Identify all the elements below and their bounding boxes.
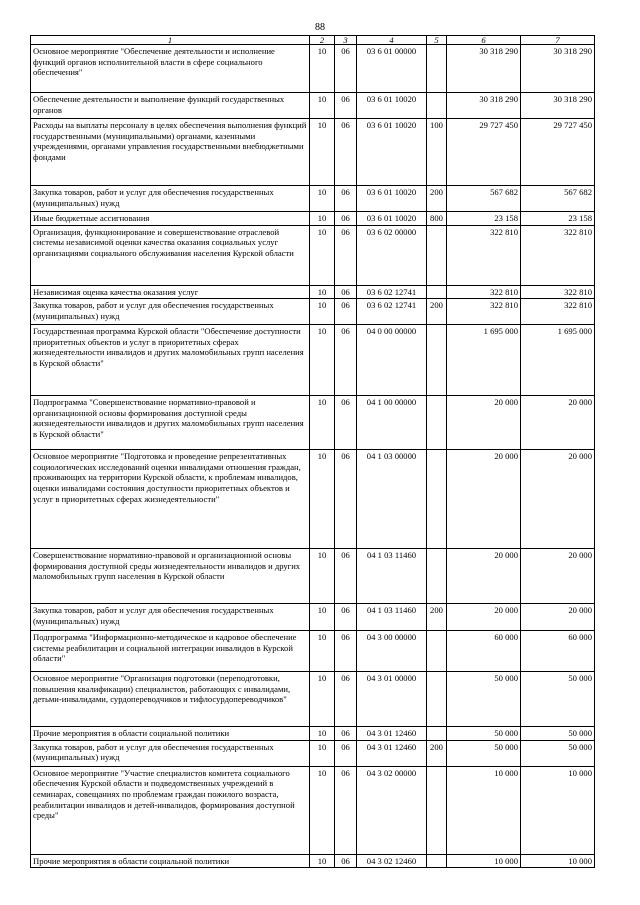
table-row (31, 854, 595, 868)
expense-type-code: 200 (427, 740, 447, 766)
section-code: 10 (310, 299, 335, 325)
amount-year-1: 30 318 290 (447, 93, 521, 119)
section-code: 10 (310, 740, 335, 766)
amount-year-2: 322 810 (521, 225, 595, 285)
target-article-code: 04 3 02 00000 (357, 766, 427, 854)
table-row (31, 45, 595, 93)
amount-year-2: 60 000 (521, 631, 595, 672)
amount-year-2: 10 000 (521, 766, 595, 854)
row-name: Основное мероприятие "Подготовка и проведение репрезентативных социологических исследований оценки инвалидами отношения граждан, проживающих на территории Курской области, к проблемам инвалидов, оценки инвалидами состояния доступности приоритетных объектов и услуг в приоритетных сферах жизнедеятельности" (31, 450, 310, 549)
table-row (31, 672, 595, 727)
target-article-code: 04 3 00 00000 (357, 631, 427, 672)
expense-type-code (427, 631, 447, 672)
target-article-code: 04 3 01 12460 (357, 727, 427, 741)
amount-year-2: 30 318 290 (521, 45, 595, 93)
section-code: 10 (310, 672, 335, 727)
column-header-1: 1 (31, 36, 310, 45)
target-article-code: 03 6 01 00000 (357, 45, 427, 93)
expense-type-code (427, 727, 447, 741)
section-code: 10 (310, 119, 335, 186)
target-article-code: 04 1 00 00000 (357, 396, 427, 450)
target-article-code: 04 1 03 00000 (357, 450, 427, 549)
row-name: Обеспечение деятельности и выполнение функций государственных органов (31, 93, 310, 119)
section-code: 10 (310, 766, 335, 854)
row-name: Основное мероприятие "Организация подготовки (переподготовки, повышения квалификации) специалистов, работающих с инвалидами, детьми-инвалидами, сурдопереводчиков и тифлосурдопереводчиков" (31, 672, 310, 727)
section-code: 10 (310, 212, 335, 226)
amount-year-2: 567 682 (521, 186, 595, 212)
amount-year-2: 10 000 (521, 854, 595, 868)
subsection-code: 06 (335, 285, 357, 299)
expense-type-code: 200 (427, 604, 447, 631)
row-name: Прочие мероприятия в области социальной политики (31, 727, 310, 741)
amount-year-1: 29 727 450 (447, 119, 521, 186)
row-name: Основное мероприятие "Участие специалистов комитета социального обеспечения Курской области и подведомственных учреждений в семинарах, совещаниях по проблемам граждан пожилого возраста, реабилитации инвалидов и детей-инвалидов, формирования доступной среды" (31, 766, 310, 854)
table-row (31, 396, 595, 450)
table-row (31, 225, 595, 285)
column-header-2: 2 (310, 36, 335, 45)
header-row (31, 36, 595, 45)
subsection-code: 06 (335, 672, 357, 727)
column-header-3: 3 (335, 36, 357, 45)
subsection-code: 06 (335, 93, 357, 119)
row-name: Организация, функционирование и совершенствование отраслевой системы независимой оценки качества оказания социальных услуг организациями социального обслуживания населения Курской области (31, 225, 310, 285)
row-name: Прочие мероприятия в области социальной политики (31, 854, 310, 868)
target-article-code: 03 6 01 10020 (357, 93, 427, 119)
subsection-code: 06 (335, 299, 357, 325)
expense-type-code (427, 225, 447, 285)
table-row (31, 450, 595, 549)
row-name: Закупка товаров, работ и услуг для обеспечения государственных (муниципальных) нужд (31, 604, 310, 631)
row-name: Расходы на выплаты персоналу в целях обеспечения выполнения функций государственными (муниципальными) органами, казенными учреждениями, органами управления государственными внебюджетными фондами (31, 119, 310, 186)
target-article-code: 04 1 03 11460 (357, 604, 427, 631)
subsection-code: 06 (335, 740, 357, 766)
amount-year-2: 30 318 290 (521, 93, 595, 119)
expense-type-code (427, 766, 447, 854)
amount-year-1: 20 000 (447, 396, 521, 450)
target-article-code: 04 0 00 00000 (357, 325, 427, 396)
target-article-code: 03 6 01 10020 (357, 186, 427, 212)
row-name: Закупка товаров, работ и услуг для обеспечения государственных (муниципальных) нужд (31, 186, 310, 212)
row-name: Основное мероприятие "Обеспечение деятельности и исполнение функций органов исполнительной власти в сфере социального обеспечения" (31, 45, 310, 93)
expense-type-code (427, 854, 447, 868)
target-article-code: 04 3 02 12460 (357, 854, 427, 868)
row-name: Совершенствование нормативно-правовой и организационной основы формирования доступной среды жизнедеятельности инвалидов и других маломобильных групп населения в Курской области (31, 549, 310, 604)
section-code: 10 (310, 93, 335, 119)
amount-year-1: 50 000 (447, 672, 521, 727)
amount-year-2: 23 158 (521, 212, 595, 226)
target-article-code: 04 3 01 12460 (357, 740, 427, 766)
column-header-7: 7 (521, 36, 595, 45)
expense-type-code (427, 285, 447, 299)
subsection-code: 06 (335, 631, 357, 672)
subsection-code: 06 (335, 604, 357, 631)
amount-year-2: 50 000 (521, 727, 595, 741)
amount-year-1: 322 810 (447, 299, 521, 325)
subsection-code: 06 (335, 396, 357, 450)
amount-year-1: 10 000 (447, 766, 521, 854)
column-header-6: 6 (447, 36, 521, 45)
amount-year-1: 20 000 (447, 450, 521, 549)
table-row (31, 604, 595, 631)
target-article-code: 03 6 01 10020 (357, 212, 427, 226)
expense-type-code (427, 672, 447, 727)
subsection-code: 06 (335, 766, 357, 854)
amount-year-1: 567 682 (447, 186, 521, 212)
table-row (31, 212, 595, 226)
subsection-code: 06 (335, 549, 357, 604)
amount-year-2: 50 000 (521, 740, 595, 766)
subsection-code: 06 (335, 854, 357, 868)
amount-year-1: 20 000 (447, 604, 521, 631)
target-article-code: 03 6 02 12741 (357, 285, 427, 299)
amount-year-1: 322 810 (447, 225, 521, 285)
subsection-code: 06 (335, 119, 357, 186)
column-header-4: 4 (357, 36, 427, 45)
expense-type-code: 200 (427, 186, 447, 212)
section-code: 10 (310, 727, 335, 741)
table-row (31, 285, 595, 299)
amount-year-1: 322 810 (447, 285, 521, 299)
subsection-code: 06 (335, 212, 357, 226)
expense-type-code: 800 (427, 212, 447, 226)
target-article-code: 04 3 01 00000 (357, 672, 427, 727)
table-row (31, 119, 595, 186)
row-name: Подпрограмма "Совершенствование нормативно-правовой и организационной основы формирования доступной среды жизнедеятельности инвалидов и других маломобильных групп населения в Курской области" (31, 396, 310, 450)
budget-table (30, 35, 595, 868)
amount-year-2: 29 727 450 (521, 119, 595, 186)
section-code: 10 (310, 396, 335, 450)
amount-year-2: 20 000 (521, 396, 595, 450)
amount-year-2: 20 000 (521, 604, 595, 631)
section-code: 10 (310, 285, 335, 299)
section-code: 10 (310, 854, 335, 868)
subsection-code: 06 (335, 225, 357, 285)
expense-type-code: 100 (427, 119, 447, 186)
table-row (31, 727, 595, 741)
expense-type-code (427, 396, 447, 450)
target-article-code: 04 1 03 11460 (357, 549, 427, 604)
table-row (31, 766, 595, 854)
amount-year-1: 23 158 (447, 212, 521, 226)
table-row (31, 549, 595, 604)
table-row (31, 325, 595, 396)
table-row (31, 93, 595, 119)
section-code: 10 (310, 45, 335, 93)
row-name: Закупка товаров, работ и услуг для обеспечения государственных (муниципальных) нужд (31, 299, 310, 325)
subsection-code: 06 (335, 45, 357, 93)
subsection-code: 06 (335, 325, 357, 396)
expense-type-code: 200 (427, 299, 447, 325)
row-name: Подпрограмма "Информационно-методическое и кадровое обеспечение системы реабилитации и социальной интеграции инвалидов в Курской области" (31, 631, 310, 672)
section-code: 10 (310, 225, 335, 285)
table-row (31, 299, 595, 325)
expense-type-code (427, 450, 447, 549)
amount-year-2: 50 000 (521, 672, 595, 727)
row-name: Независимая оценка качества оказания услуг (31, 285, 310, 299)
target-article-code: 03 6 01 10020 (357, 119, 427, 186)
amount-year-1: 50 000 (447, 727, 521, 741)
table-row (31, 186, 595, 212)
subsection-code: 06 (335, 727, 357, 741)
amount-year-1: 60 000 (447, 631, 521, 672)
amount-year-1: 20 000 (447, 549, 521, 604)
section-code: 10 (310, 604, 335, 631)
column-header-5: 5 (427, 36, 447, 45)
amount-year-2: 1 695 000 (521, 325, 595, 396)
amount-year-2: 20 000 (521, 450, 595, 549)
section-code: 10 (310, 186, 335, 212)
table-row (31, 631, 595, 672)
section-code: 10 (310, 549, 335, 604)
target-article-code: 03 6 02 00000 (357, 225, 427, 285)
section-code: 10 (310, 325, 335, 396)
amount-year-2: 322 810 (521, 285, 595, 299)
expense-type-code (427, 325, 447, 396)
expense-type-code (427, 45, 447, 93)
section-code: 10 (310, 631, 335, 672)
subsection-code: 06 (335, 186, 357, 212)
section-code: 10 (310, 450, 335, 549)
expense-type-code (427, 93, 447, 119)
amount-year-1: 50 000 (447, 740, 521, 766)
amount-year-1: 30 318 290 (447, 45, 521, 93)
row-name: Иные бюджетные ассигнования (31, 212, 310, 226)
amount-year-2: 20 000 (521, 549, 595, 604)
amount-year-1: 10 000 (447, 854, 521, 868)
row-name: Государственная программа Курской области "Обеспечение доступности приоритетных объектов и услуг в приоритетных сферах жизнедеятельности инвалидов и других маломобильных групп населения в Курской области" (31, 325, 310, 396)
page-number: 88 (315, 22, 325, 33)
amount-year-1: 1 695 000 (447, 325, 521, 396)
table-row (31, 740, 595, 766)
row-name: Закупка товаров, работ и услуг для обеспечения государственных (муниципальных) нужд (31, 740, 310, 766)
subsection-code: 06 (335, 450, 357, 549)
amount-year-2: 322 810 (521, 299, 595, 325)
expense-type-code (427, 549, 447, 604)
target-article-code: 03 6 02 12741 (357, 299, 427, 325)
